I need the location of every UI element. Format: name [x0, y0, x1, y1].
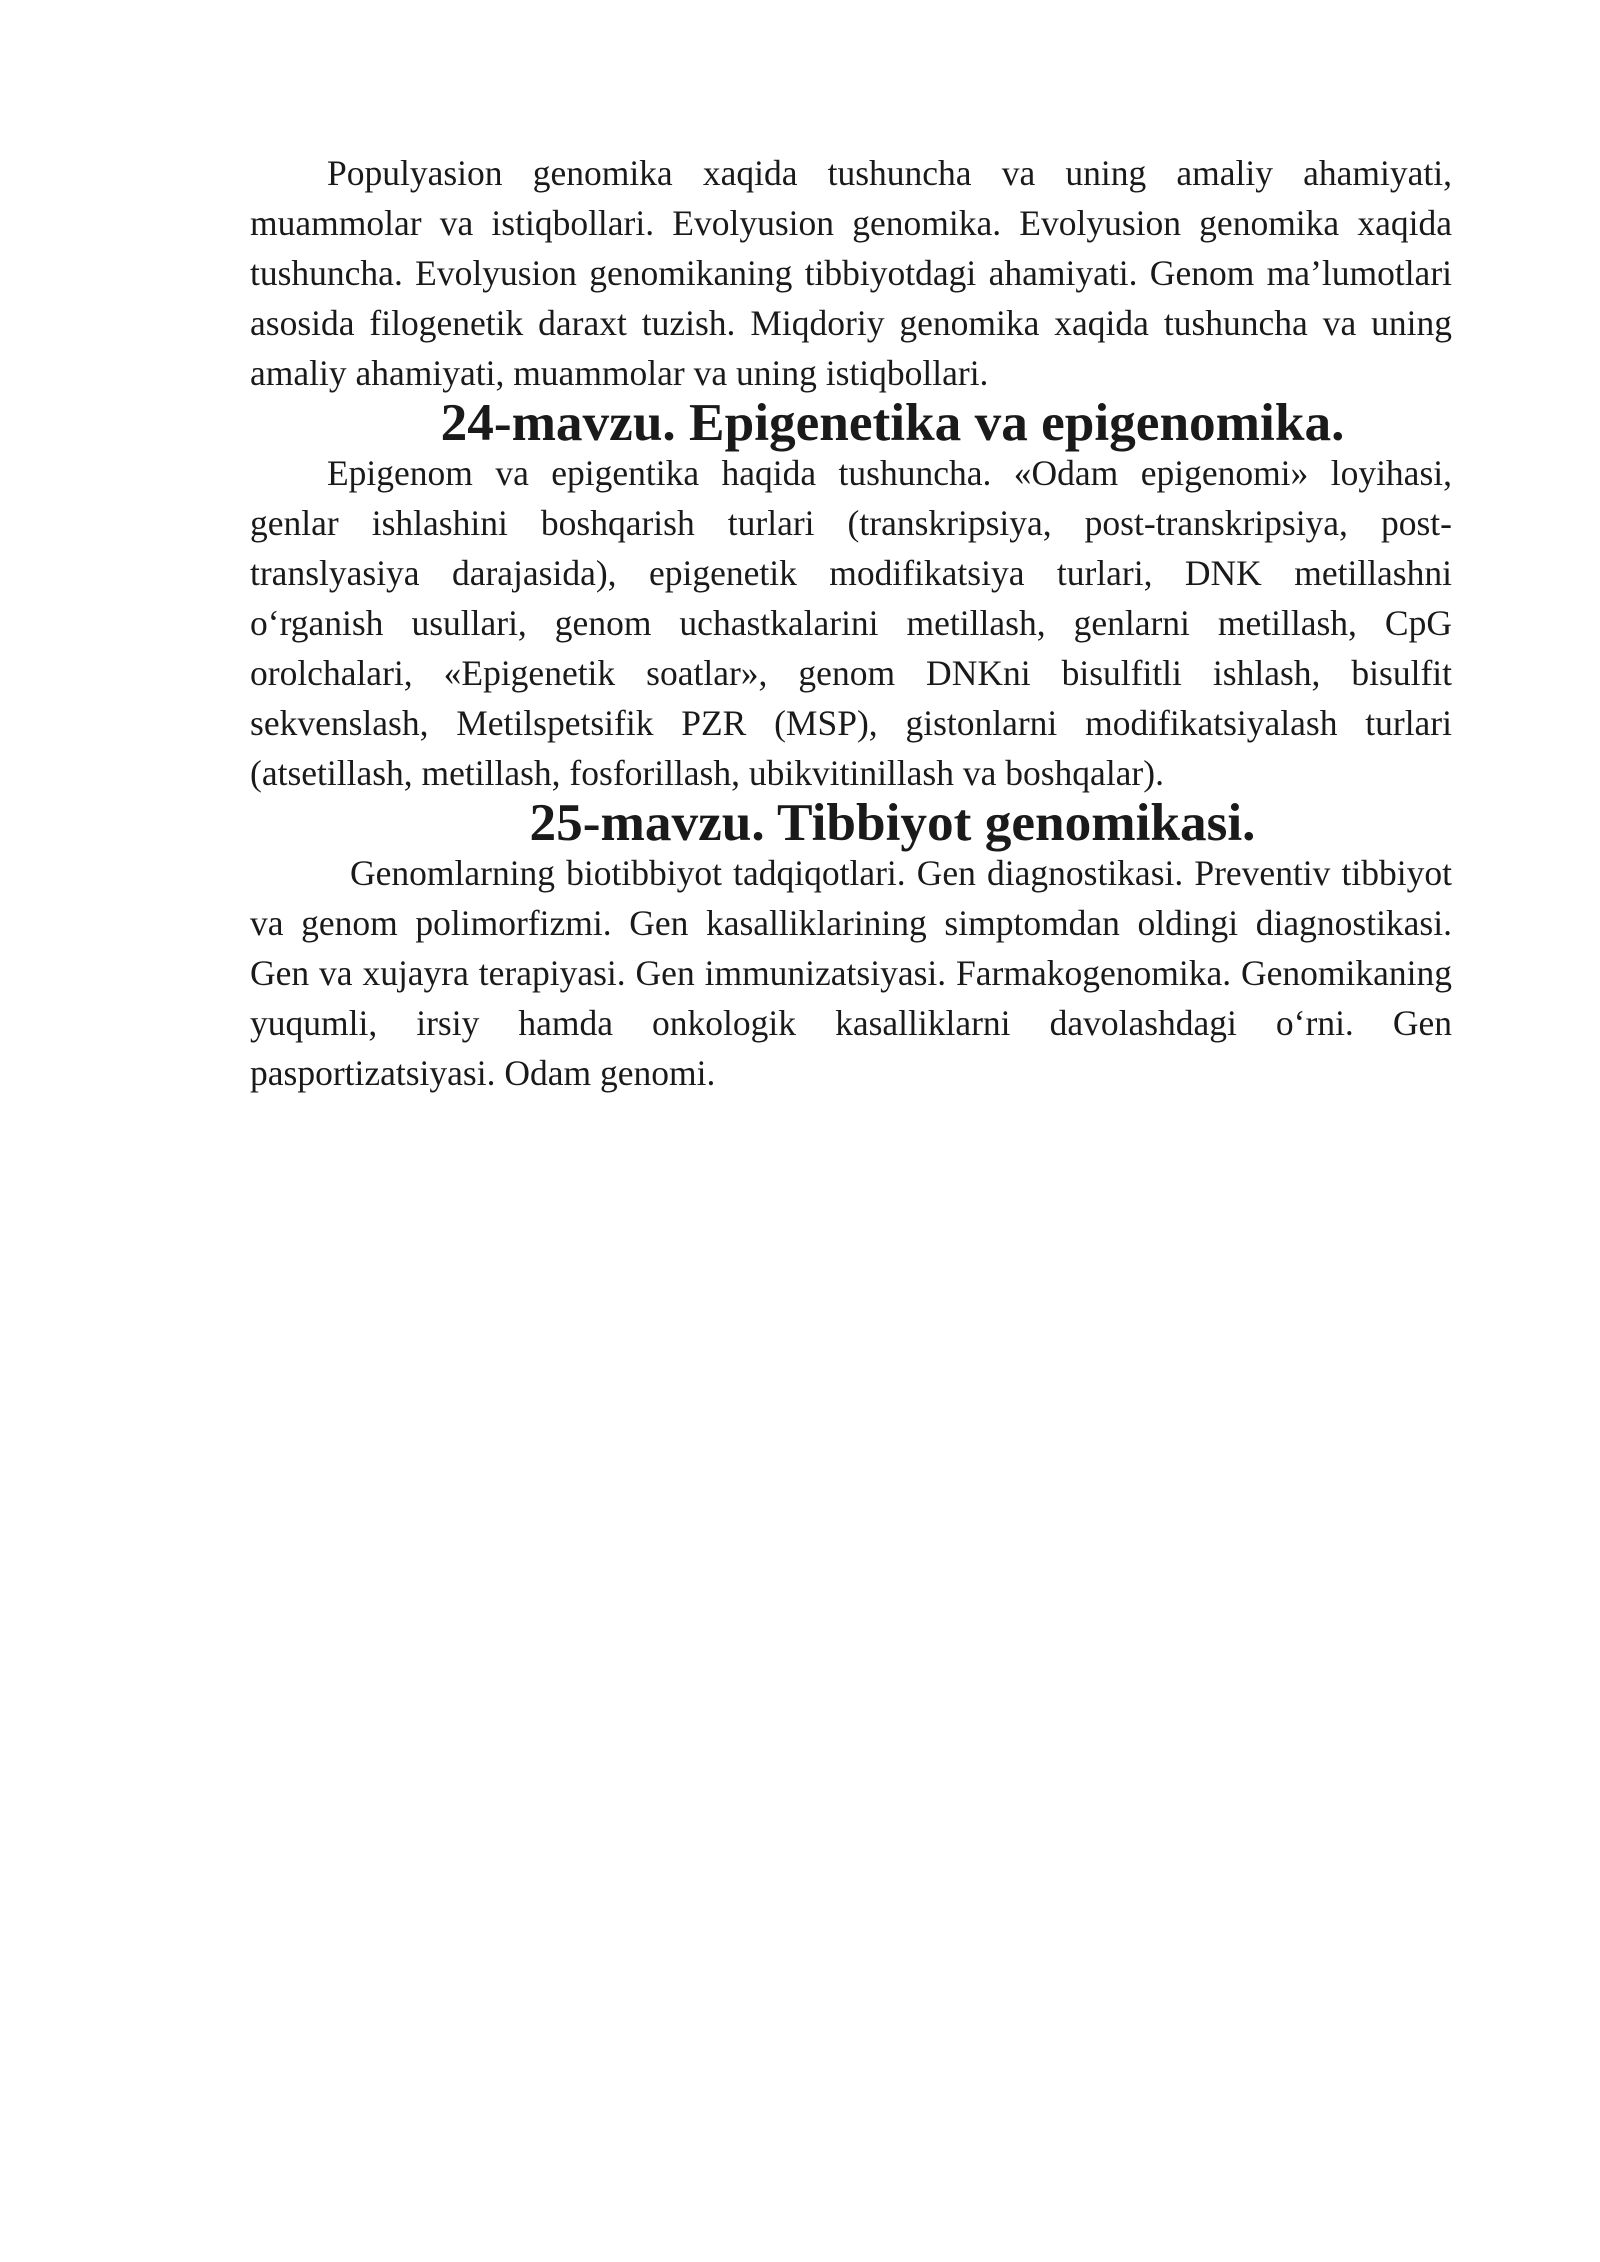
paragraph-population-genomics: Populyasion genomika xaqida tushuncha va uning amaliy ahamiyati, muammolar va istiqbollari. Evolyusion genomika. Evolyusion genomika xaqida tushuncha. Evolyusion genomikaning tibbiyotdagi ahamiyati. Genom ma’lumotlari asosida filogenetik daraxt tuzish. Miqdoriy genomika xaqida tushuncha va uning amaliy ahamiyati, muammolar va uning istiqbollari. [250, 153, 1452, 393]
heading-topic-24: 24-mavzu. Epigenetika va epigenomika. [440, 393, 1345, 452]
paragraph-epigenetics: Epigenom va epigentika haqida tushuncha. «Odam epigenomi» loyihasi, genlar ishlashini boshqarish turlari (transkripsiya, post-transkripsiya, post-translyasiya darajasida), epigenetik modifikatsiya turlari, DNK metillashni o‘rganish usullari, genom uchastkalarini metillash, genlarni metillash, CpG orolchalari, «Epigenetik soatlar», genom DNKni bisulfitli ishlash, bisulfit sekvenslash, Metilspetsifik PZR (MSP), gistonlarni modifikatsiyalash turlari (atsetillash, metillash, fosforillash, ubikvitinillash va boshqalar). [250, 453, 1452, 793]
heading-topic-25: 25-mavzu. Tibbiyot genomikasi. [529, 793, 1256, 852]
document-page [250, 148, 1452, 1098]
paragraph-medical-genomics: Genomlarning biotibbiyot tadqiqotlari. Gen diagnostikasi. Preventiv tibbiyot va genom polimorfizmi. Gen kasalliklarining simptomdan oldingi diagnostikasi. Gen va xujayra terapiyasi. Gen immunizatsiyasi. Farmakogenomika. Genomikaning yuqumli, irsiy hamda onkologik kasalliklarni davolashdagi o‘rni. Gen pasportizatsiyasi. Odam genomi. [250, 853, 1452, 1093]
